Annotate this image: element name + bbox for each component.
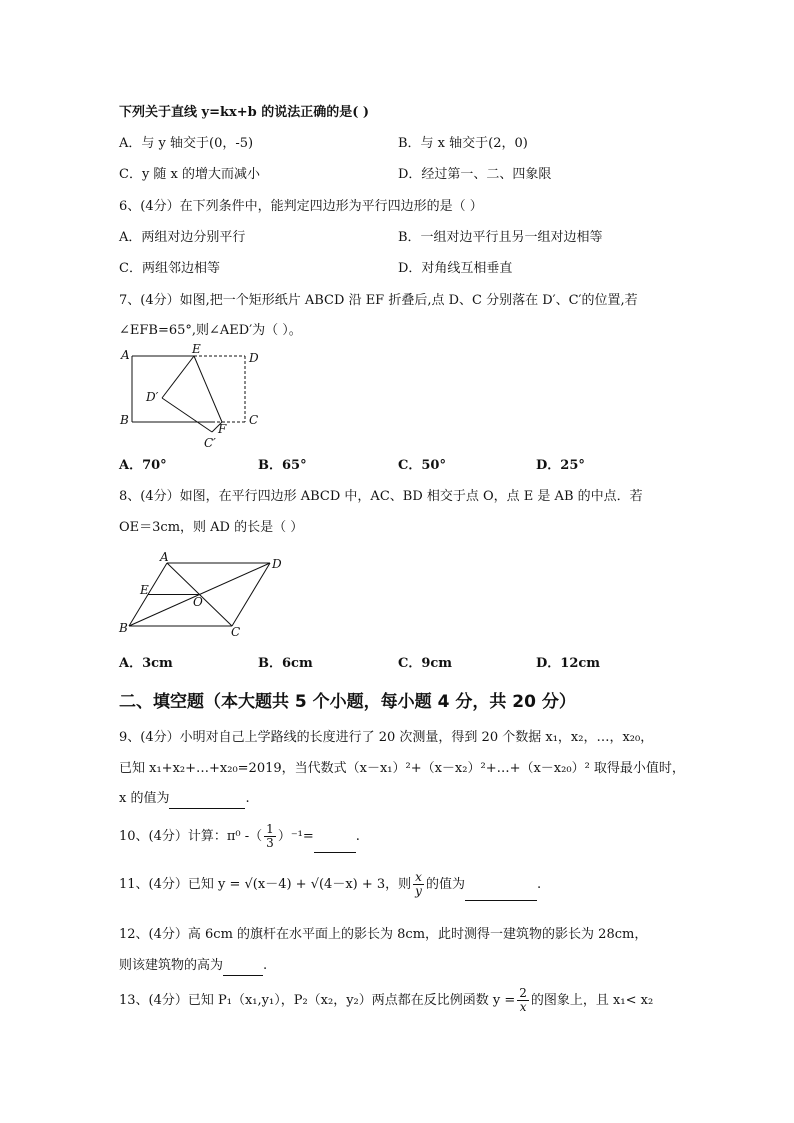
q9-line3 bbox=[119, 790, 250, 809]
q8-stem-line2: OE＝3cm，则 AD 的长是（ ） bbox=[119, 520, 304, 535]
q9-line1: 9、(4分）小明对自己上学路线的长度进行了 20 次测量，得到 20 个数据 x₁，x₂，…，x₂₀， bbox=[119, 730, 654, 745]
q13-prefix: 13、(4分）已知 P₁（x₁,y₁），P₂（x₂，y₂）两点都在反比例函数 y = bbox=[119, 993, 516, 1008]
q12-answer-prompt: 则该建筑物的高为 bbox=[119, 958, 224, 973]
q9-line2: 已知 x₁+x₂+…+x₂₀=2019，当代数式（x－x₁）²+（x－x₂）²+…+（x－x₂₀）² 取得最小值时， bbox=[119, 761, 685, 776]
q10-end: . bbox=[355, 829, 360, 844]
q8-label-o: O bbox=[193, 595, 203, 609]
q8-label-a: A bbox=[160, 550, 169, 564]
q10-prefix: 10、(4分）计算：π⁰ -（ bbox=[119, 829, 263, 844]
q5-option-b: B．与 x 轴交于(2，0) bbox=[398, 136, 528, 151]
q12-line1: 12、(4分）高 6cm 的旗杆在水平面上的影长为 8cm，此时测得一建筑物的影长为 28cm， bbox=[119, 927, 648, 942]
q8-option-c: C．9cm bbox=[398, 656, 453, 671]
q11-fraction-numerator: x bbox=[415, 870, 422, 884]
q6-option-d: D．对角线互相垂直 bbox=[398, 261, 513, 276]
q13-postfix: 的图象上，且 x₁< x₂ bbox=[530, 993, 654, 1008]
q7-label-b: B bbox=[120, 413, 129, 427]
q7-stem-line2: ∠EFB=65°,则∠AED′为（ ）。 bbox=[119, 323, 302, 338]
q7-label-a: A bbox=[121, 348, 130, 362]
q10-line bbox=[119, 822, 360, 853]
q7-label-d: D bbox=[249, 351, 259, 365]
q7-fold-figure bbox=[112, 342, 272, 454]
q13-fraction-denominator: x bbox=[519, 1000, 527, 1014]
q13-line bbox=[119, 986, 653, 1016]
q5-option-a: A．与 y 轴交于(0，-5) bbox=[119, 136, 254, 151]
q13-fraction-numerator: 2 bbox=[519, 986, 527, 1000]
q8-label-c: C bbox=[231, 625, 241, 639]
q7-option-a: A．70° bbox=[119, 458, 167, 473]
q7-option-c: C．50° bbox=[398, 458, 446, 473]
q8-label-b: B bbox=[119, 621, 128, 635]
q7-option-b: B．65° bbox=[258, 458, 307, 473]
q8-parallelogram-figure bbox=[112, 548, 292, 640]
section-fill-in-heading: 二、填空题（本大题共 5 个小题，每小题 4 分，共 20 分） bbox=[119, 692, 576, 712]
q11-postfix: 的值为 bbox=[425, 877, 465, 892]
q7-option-d: D．25° bbox=[536, 458, 585, 473]
q10-fraction bbox=[264, 823, 276, 850]
q8-label-d: D bbox=[272, 557, 282, 571]
q5-stem: 下列关于直线 y=kx+b 的说法正确的是( ) bbox=[119, 105, 370, 120]
q5-option-d: D．经过第一、二、四象限 bbox=[398, 167, 552, 182]
q12-end: . bbox=[263, 958, 268, 973]
q8-option-d: D．12cm bbox=[536, 656, 601, 671]
q7-label-c-prime: C′ bbox=[204, 436, 216, 450]
q9-answer-prompt: x 的值为 bbox=[119, 791, 170, 806]
q8-option-a: A．3cm bbox=[119, 656, 173, 671]
q11-line bbox=[119, 870, 541, 901]
q10-fraction-numerator: 1 bbox=[266, 822, 274, 836]
q6-option-c: C．两组邻边相等 bbox=[119, 261, 220, 276]
q9-answer-blank[interactable] bbox=[169, 790, 245, 809]
q7-label-c: C bbox=[249, 413, 259, 427]
q7-label-d-prime: D′ bbox=[146, 390, 159, 404]
q8-label-e: E bbox=[140, 583, 149, 597]
q7-label-f: F bbox=[218, 422, 227, 436]
q6-stem: 6、(4分）在下列条件中，能判定四边形为平行四边形的是（ ） bbox=[119, 199, 483, 214]
q11-answer-blank[interactable] bbox=[465, 870, 537, 901]
q12-line2 bbox=[119, 957, 267, 976]
q11-prefix: 11、(4分）已知 y = √(x－4) + √(4－x) + 3，则 bbox=[119, 877, 412, 892]
q7-stem-line1: 7、(4分）如图,把一个矩形纸片 ABCD 沿 EF 折叠后,点 D、C 分别落在 D′、C′的位置,若 bbox=[119, 293, 638, 308]
q5-option-c: C．y 随 x 的增大而减小 bbox=[119, 167, 261, 182]
q7-label-e: E bbox=[192, 342, 201, 356]
q11-fraction-denominator: y bbox=[415, 884, 422, 898]
q11-end: . bbox=[536, 877, 542, 892]
q10-answer-blank[interactable] bbox=[314, 822, 356, 853]
q13-fraction bbox=[517, 987, 529, 1014]
q9-end: . bbox=[245, 791, 250, 806]
q8-option-b: B．6cm bbox=[258, 656, 313, 671]
q6-option-b: B．一组对边平行且另一组对边相等 bbox=[398, 230, 603, 245]
q10-postfix: ）⁻¹= bbox=[277, 829, 314, 844]
q6-option-a: A．两组对边分别平行 bbox=[119, 230, 246, 245]
q11-fraction bbox=[413, 871, 424, 898]
q8-stem-line1: 8、(4分）如图，在平行四边形 ABCD 中，AC、BD 相交于点 O，点 E 是 AB 的中点．若 bbox=[119, 489, 643, 504]
q10-fraction-denominator: 3 bbox=[266, 836, 274, 850]
q12-answer-blank[interactable] bbox=[223, 957, 263, 976]
